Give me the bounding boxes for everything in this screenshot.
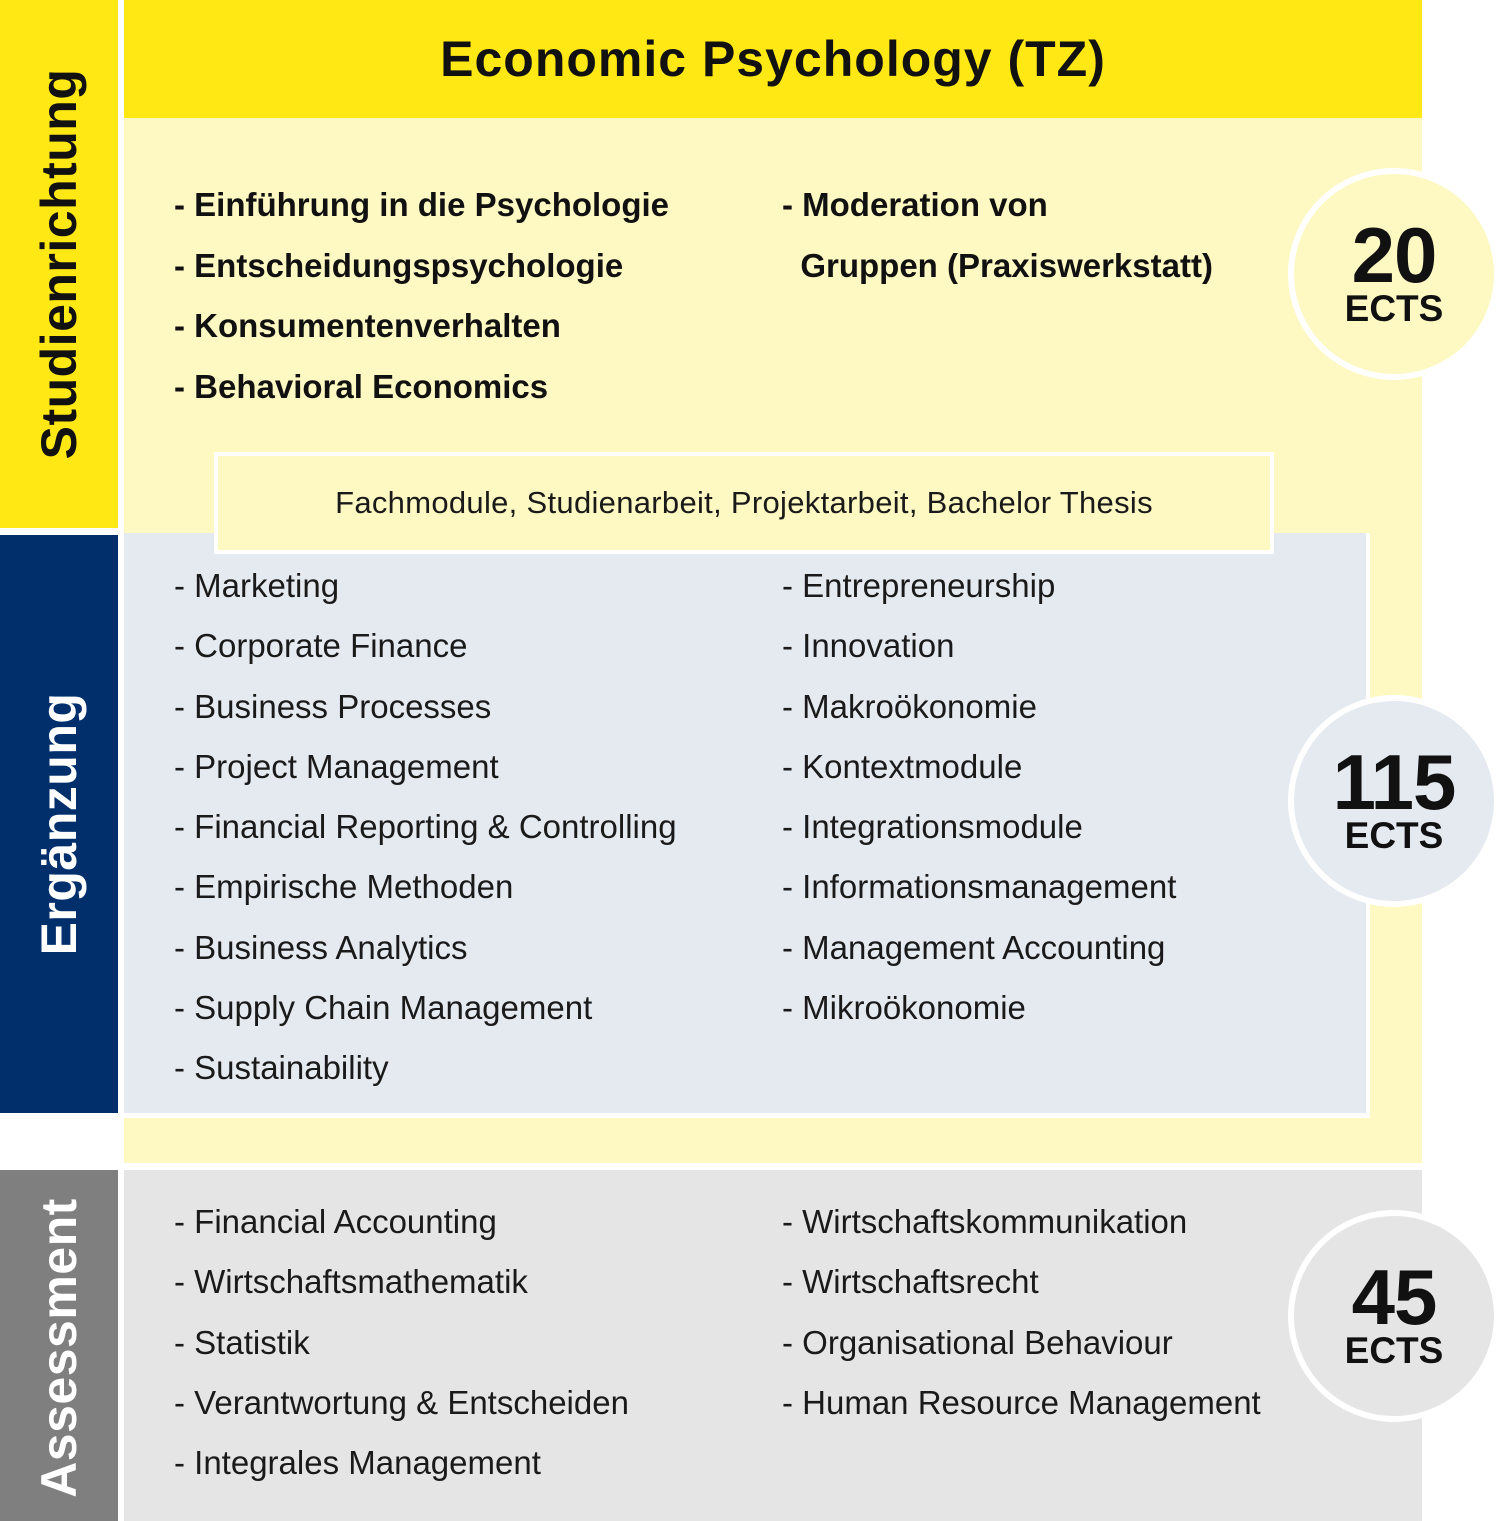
module-item: - Kontextmodule [782, 747, 1023, 785]
module-item: - Mikroökonomie [782, 989, 1026, 1027]
ergaenzung-list-left [174, 567, 677, 1110]
assessment-list-left [174, 1203, 629, 1504]
module-item: - Behavioral Economics [174, 367, 549, 405]
ergaenzung-list-right [782, 567, 1176, 1049]
ects-unit: ECTS [1344, 288, 1444, 329]
module-item: - Verantwortung & Entscheiden [174, 1383, 629, 1421]
module-item: - Empirische Methoden [174, 868, 514, 906]
side-band-assessment [0, 1170, 118, 1521]
label-ergaenzung: Ergänzung [31, 692, 87, 956]
module-item: - Konsumentenverhalten [174, 307, 561, 345]
side-band-ergaenzung [0, 535, 118, 1113]
module-item: - Financial Accounting [174, 1203, 497, 1240]
module-item: - Integrationsmodule [782, 808, 1083, 846]
separator-box [214, 452, 1274, 554]
module-item: - Moderation von [782, 186, 1048, 223]
ects-badge-ergaenzung [1288, 695, 1500, 907]
module-item: - Business Processes [174, 687, 492, 725]
module-item: Gruppen (Praxiswerkstatt) [782, 246, 1213, 284]
ects-badge-assessment [1288, 1210, 1500, 1422]
label-studienrichtung: Studienrichtung [31, 68, 87, 460]
ects-unit: ECTS [1344, 815, 1444, 856]
module-item: - Innovation [782, 627, 955, 665]
module-item: - Wirtschaftsmathematik [174, 1263, 528, 1301]
module-item: - Entscheidungspsychologie [174, 246, 624, 284]
label-assessment: Assessment [31, 1198, 87, 1498]
module-item: - Makroökonomie [782, 687, 1037, 725]
separator-text: Fachmodule, Studienarbeit, Projektarbeit, Bachelor Thesis [335, 485, 1153, 520]
module-item: - Sustainability [174, 1049, 389, 1087]
ects-badge-studienrichtung [1288, 168, 1500, 380]
module-item: - Wirtschaftsrecht [782, 1263, 1039, 1301]
studienrichtung-list-right [782, 186, 1213, 307]
module-item: - Project Management [174, 747, 499, 785]
module-item: - Einführung in die Psychologie [174, 186, 670, 223]
module-item: - Entrepreneurship [782, 567, 1056, 604]
ects-value: 45 [1351, 1253, 1437, 1341]
ects-value: 20 [1351, 211, 1437, 299]
module-item: - Supply Chain Management [174, 989, 593, 1027]
ects-unit: ECTS [1344, 1330, 1444, 1371]
module-item: - Organisational Behaviour [782, 1323, 1173, 1361]
module-item: - Management Accounting [782, 928, 1166, 966]
studienrichtung-list-left [174, 186, 669, 428]
module-item: - Corporate Finance [174, 627, 468, 665]
module-item: - Business Analytics [174, 928, 468, 966]
module-item: - Financial Reporting & Controlling [174, 808, 677, 846]
module-item: - Integrales Management [174, 1444, 541, 1482]
title-bar [124, 0, 1422, 118]
side-band-studienrichtung [0, 0, 118, 528]
page-title: Economic Psychology (TZ) [440, 31, 1106, 87]
assessment-list-right [782, 1203, 1261, 1444]
module-item: - Informationsmanagement [782, 868, 1177, 906]
ects-value: 115 [1332, 738, 1456, 826]
module-item: - Human Resource Management [782, 1383, 1261, 1421]
module-item: - Marketing [174, 567, 340, 604]
module-item: - Statistik [174, 1323, 310, 1361]
module-item: - Wirtschaftskommunikation [782, 1203, 1188, 1240]
